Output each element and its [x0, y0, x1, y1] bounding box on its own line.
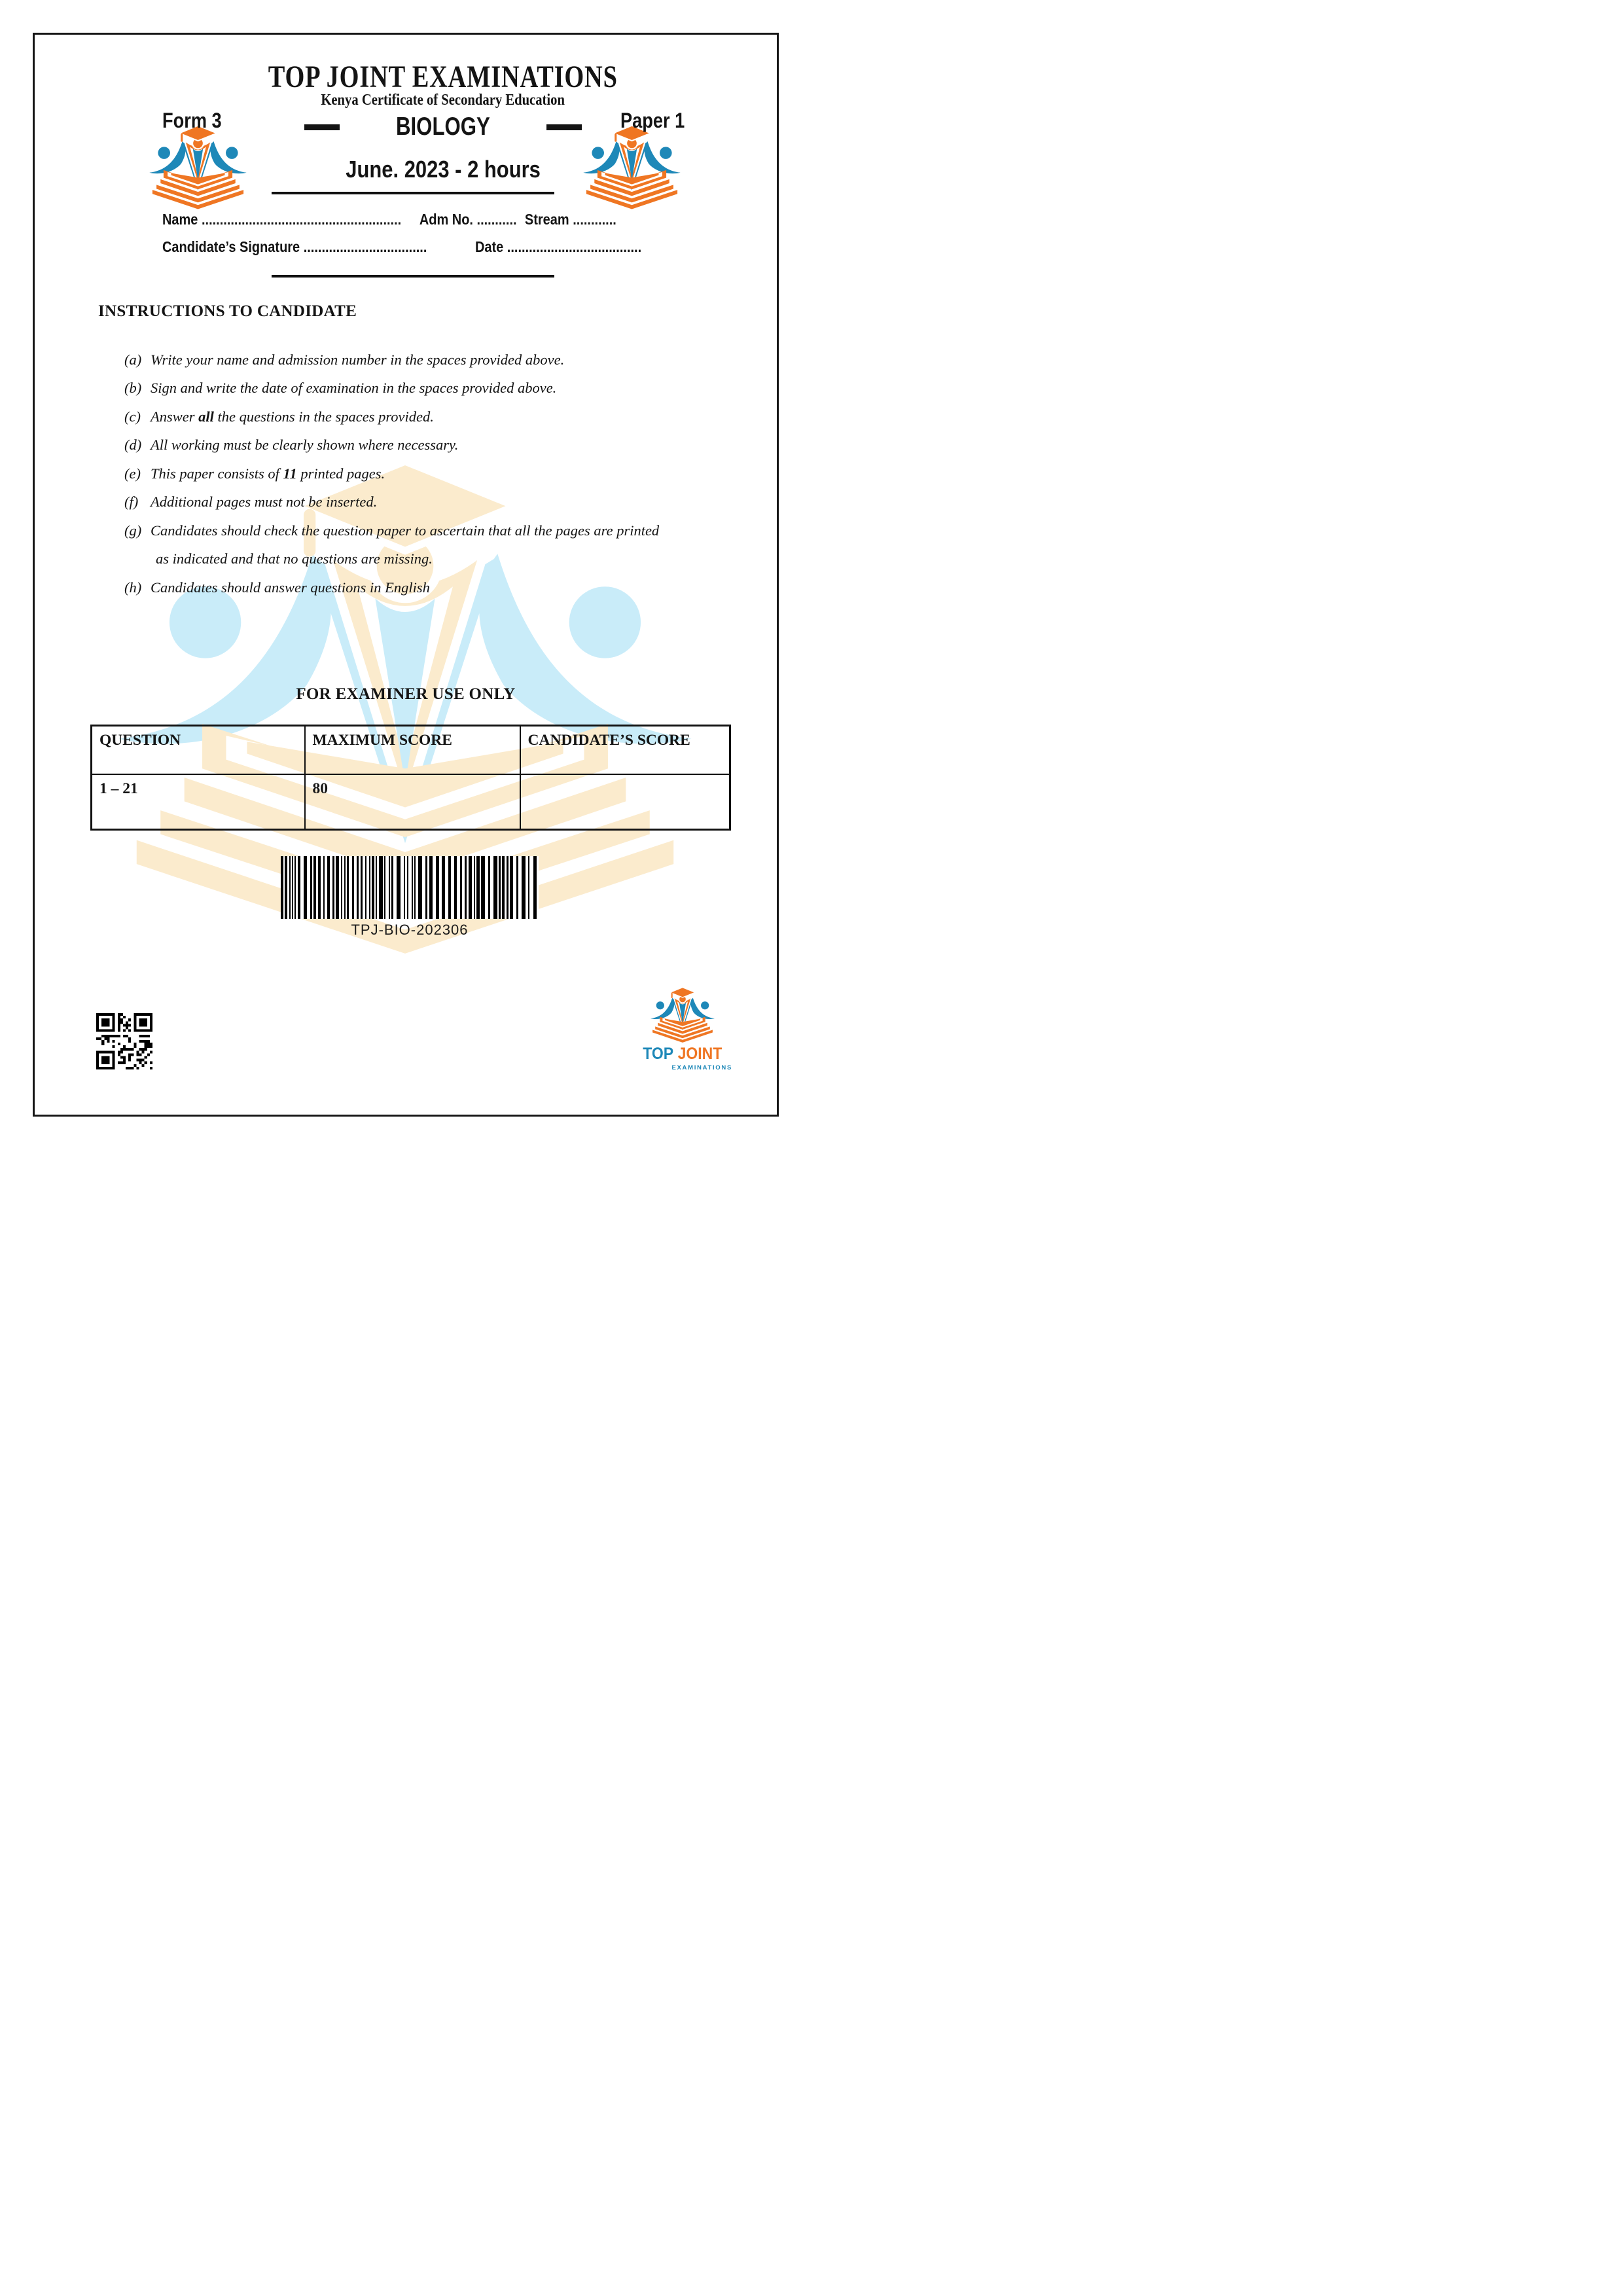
instruction-item-f: (f) Additional pages must not be inserted.	[124, 493, 378, 510]
instruction-item-e: (e) This paper consists of 11 printed pages.	[124, 465, 385, 482]
instruction-item-a: (a) Write your name and admission number in the spaces provided above.	[124, 351, 565, 368]
table-header-row	[92, 726, 730, 775]
signature-label: Candidate’s Signature	[162, 238, 300, 255]
barcode-value: TPJ-BIO-202306	[351, 922, 469, 938]
instruction-item-g-continued: as indicated and that no questions are missing.	[156, 550, 433, 567]
table-row	[92, 774, 730, 830]
instruction-item-h: (h) Candidates should answer questions in English	[124, 579, 430, 596]
header-divider-top	[272, 192, 554, 194]
candidate-signature-row	[162, 238, 804, 256]
instruction-item-d: (d) All working must be clearly shown where necessary.	[124, 437, 459, 453]
name-label: Name	[162, 211, 198, 228]
dash-right	[546, 124, 582, 130]
signature-dots[interactable]: ..................................	[303, 238, 427, 255]
paper-label: Paper 1	[620, 109, 685, 132]
examiner-score-table	[90, 725, 731, 831]
instructions-heading: INSTRUCTIONS TO CANDIDATE	[98, 302, 357, 320]
cell-question-range: 1 – 21	[92, 774, 305, 830]
instruction-item-c: (c) Answer all the questions in the spaces provided.	[124, 408, 434, 425]
barcode-block	[281, 856, 539, 939]
header-divider-bottom	[272, 275, 554, 278]
exam-subtitle: Kenya Certificate of Secondary Education	[321, 92, 565, 109]
session-line: June. 2023 - 2 hours	[346, 156, 541, 183]
dash-left	[304, 124, 340, 130]
barcode	[281, 856, 539, 919]
cell-maximum-score: 80	[305, 774, 520, 830]
col-candidate-score: CANDIDATE’S SCORE	[520, 726, 730, 775]
stream-dots[interactable]: ............	[573, 211, 616, 228]
subject-row	[75, 113, 812, 141]
exam-cover-page	[0, 0, 812, 1148]
footer-logo	[632, 986, 734, 1071]
exam-board-title: TOP JOINT EXAMINATIONS	[268, 60, 618, 94]
qr-code	[96, 1013, 152, 1069]
candidate-name-row	[162, 211, 804, 228]
instruction-item-b: (b) Sign and write the date of examination in the spaces provided above.	[124, 380, 557, 396]
top-joint-logo-mark	[649, 986, 716, 1043]
footer-logo-subtext: EXAMINATIONS	[671, 1064, 732, 1071]
date-label: Date	[474, 238, 504, 255]
col-maximum-score: MAXIMUM SCORE	[305, 726, 520, 775]
cell-candidate-score[interactable]	[520, 774, 730, 830]
form-label: Form 3	[162, 109, 222, 132]
examiner-heading: FOR EXAMINER USE ONLY	[296, 685, 516, 703]
adm-no-dots[interactable]: ...........	[476, 211, 517, 228]
footer-logo-wordmark: TOP JOINT	[643, 1045, 722, 1063]
adm-no-label: Adm No.	[419, 211, 473, 228]
col-question: QUESTION	[92, 726, 305, 775]
stream-label: Stream	[524, 211, 569, 228]
subject-title: BIOLOGY	[396, 113, 490, 141]
instruction-item-g: (g) Candidates should check the question paper to ascertain that all the pages are printed	[124, 522, 660, 539]
name-dots[interactable]: .......................................................	[201, 211, 402, 228]
date-dots[interactable]: .....................................	[507, 238, 642, 255]
